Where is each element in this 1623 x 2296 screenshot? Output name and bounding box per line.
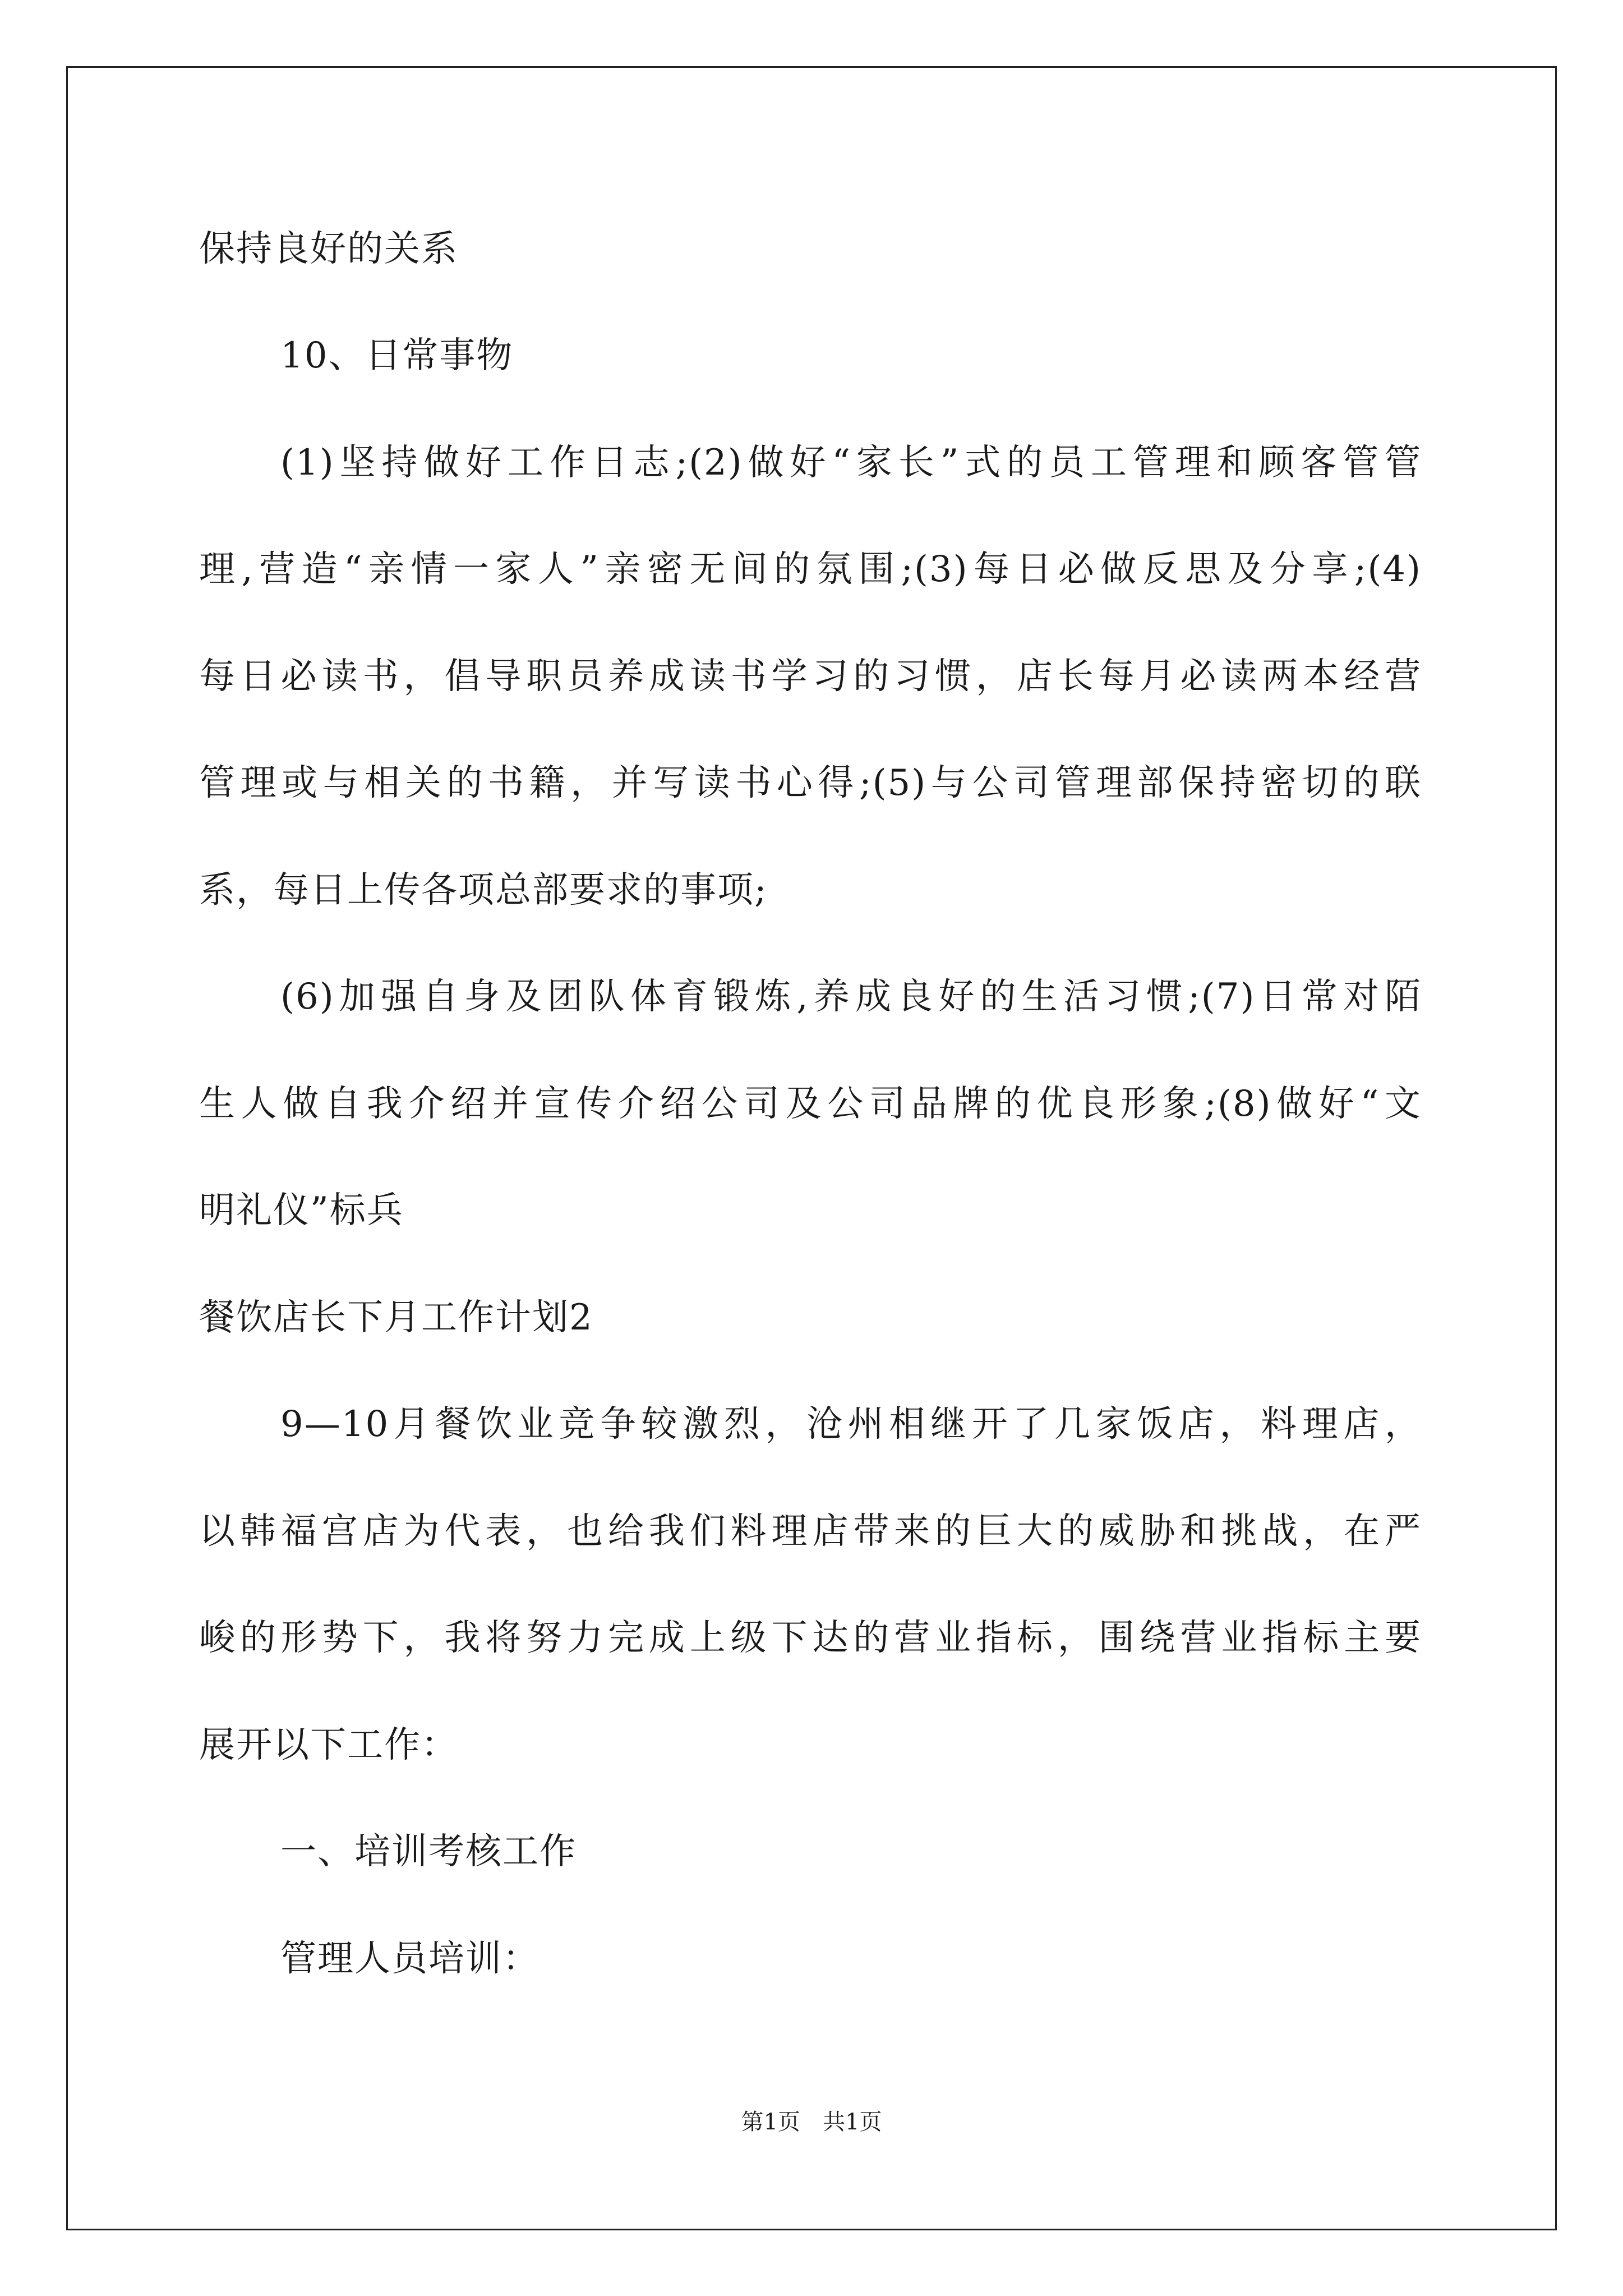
text-line: (6)加强自身及团队体育锻炼,养成良好的生活习惯;(7)日常对陌 xyxy=(280,976,1422,1018)
page-number: 第1页 共1页 xyxy=(741,2109,882,2135)
text-line: 管理人员培训： xyxy=(280,1938,540,1980)
text-line: (1)坚持做好工作日志;(2)做好“家长”式的员工管理和顾客管管 xyxy=(280,442,1422,484)
text-line: 理,营造“亲情一家人”亲密无间的氛围;(3)每日必做反思及分享;(4) xyxy=(199,549,1422,590)
text-line: 展开以下工作： xyxy=(199,1724,458,1766)
page-border xyxy=(66,66,1557,2230)
document-title: 餐饮店长下月工作计划2 xyxy=(199,1297,593,1338)
text-line: 峻的形势下，我将努力完成上级下达的营业指标，围绕营业指标主要 xyxy=(199,1617,1422,1659)
text-line: 系，每日上传各项总部要求的事项; xyxy=(199,869,768,911)
text-line: 管理或与相关的书籍，并写读书心得;(5)与公司管理部保持密切的联 xyxy=(199,762,1422,804)
text-line: 每日必读书，倡导职员养成读书学习的习惯，店长每月必读两本经营 xyxy=(199,656,1422,697)
text-line: 以韩福宫店为代表，也给我们料理店带来的巨大的威胁和挑战，在严 xyxy=(199,1511,1422,1552)
section-heading: 10、日常事物 xyxy=(280,335,514,376)
text-line: 保持良好的关系 xyxy=(199,228,458,270)
text-line: 明礼仪”标兵 xyxy=(199,1190,404,1231)
text-line: 9—10月餐饮业竞争较激烈，沧州相继开了几家饭店，料理店， xyxy=(280,1404,1422,1445)
section-heading: 一、培训考核工作 xyxy=(280,1831,577,1872)
text-line: 生人做自我介绍并宣传介绍公司及公司品牌的优良形象;(8)做好“文 xyxy=(199,1083,1422,1125)
